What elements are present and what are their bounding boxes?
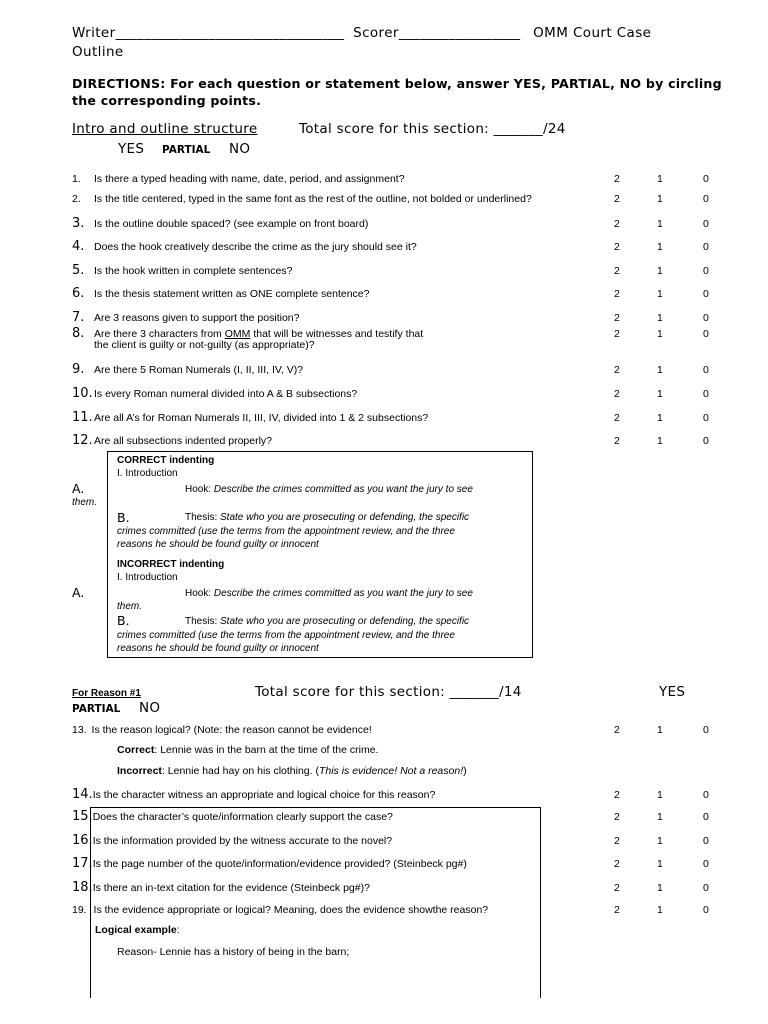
- question-text-line2: the client is guilty or not-guilty (as appropriate)?: [94, 339, 315, 351]
- score-1[interactable]: 1: [657, 858, 663, 870]
- question-row: [72, 263, 292, 278]
- thesis-label: Thesis:: [185, 512, 218, 523]
- section1-yes-header: YES: [118, 141, 145, 157]
- incorrect-label: Incorrect: [117, 765, 162, 777]
- score-0[interactable]: 0: [703, 724, 709, 736]
- question-text: Is the outline double spaced? (see example on front board): [94, 218, 369, 230]
- score-0[interactable]: 0: [703, 265, 709, 277]
- section2-no-header: NO: [139, 700, 161, 716]
- score-0[interactable]: 0: [703, 388, 709, 400]
- score-2[interactable]: 2: [614, 789, 620, 801]
- score-0[interactable]: 0: [703, 328, 709, 340]
- directions-line1: DIRECTIONS: For each question or statement below, answer YES, PARTIAL, NO by circling: [72, 76, 722, 91]
- question-text: Are there 5 Roman Numerals (I, II, III, IV, V)?: [94, 364, 304, 376]
- incorrect-letter-a: A.: [72, 585, 85, 600]
- score-1[interactable]: 1: [657, 435, 663, 447]
- hook-label: Hook:: [185, 484, 212, 495]
- logical-example: [95, 924, 180, 936]
- question-text: Is the title centered, typed in the same font as the rest of the outline, not bolded or underlined?: [94, 193, 532, 205]
- score-1[interactable]: 1: [657, 265, 663, 277]
- scorer-blank[interactable]: _________________: [398, 25, 521, 41]
- section2-title: For Reason #1: [72, 688, 141, 699]
- hook-text: Describe the crimes committed as you want the jury to see: [213, 484, 473, 495]
- question-row: [72, 310, 299, 325]
- score-1[interactable]: 1: [657, 412, 663, 424]
- incorrect-text: : Lennie had hay on his clothing. (: [161, 765, 319, 777]
- question-number: 2.: [72, 193, 81, 205]
- score-0[interactable]: 0: [703, 193, 709, 205]
- question-number: 7.: [72, 310, 85, 325]
- scorer-label: Scorer: [353, 25, 399, 41]
- score-0[interactable]: 0: [703, 789, 709, 801]
- section2-total: Total score for this section: _______/14: [255, 684, 522, 700]
- question-text: Is the reason logical? (Note: the reason cannot be evidence!: [91, 724, 372, 736]
- score-1[interactable]: 1: [657, 811, 663, 823]
- logical-label: Logical example: [95, 924, 177, 936]
- correct-letter-a: A.: [72, 481, 85, 496]
- score-2[interactable]: 2: [614, 882, 620, 894]
- question-text-after: that will be witnesses and testify that: [250, 328, 424, 340]
- question-text: Is the hook written in complete sentences?: [94, 265, 293, 277]
- score-1[interactable]: 1: [657, 364, 663, 376]
- score-2[interactable]: 2: [614, 435, 620, 447]
- incorrect-thesis-line2: crimes committed (use the terms from the appointment review, and the three: [117, 630, 455, 641]
- incorrect-indenting-title: INCORRECT indenting: [117, 559, 225, 570]
- score-2[interactable]: 2: [614, 724, 620, 736]
- score-2[interactable]: 2: [614, 412, 620, 424]
- score-1[interactable]: 1: [657, 218, 663, 230]
- question-text: Is the information provided by the witness accurate to the novel?: [92, 835, 393, 847]
- question-19: [72, 904, 488, 916]
- question-text: Are all subsections indented properly?: [94, 435, 273, 447]
- logical-colon: :: [176, 924, 180, 936]
- question-number: 1.: [72, 173, 81, 185]
- thesis-text: State who you are prosecuting or defending, the specific: [220, 616, 470, 627]
- writer-label: Writer: [72, 25, 116, 41]
- question-number: 5.: [72, 263, 85, 278]
- question-number: 8.: [72, 326, 85, 341]
- question-number: 17.: [72, 856, 93, 871]
- correct-thesis-line1: [185, 512, 469, 523]
- page-title-cont: Outline: [72, 44, 124, 60]
- score-2[interactable]: 2: [614, 364, 620, 376]
- question-text: Is the thesis statement written as ONE complete sentence?: [94, 288, 370, 300]
- question-text: Is every Roman numeral divided into A & B subsections?: [94, 388, 358, 400]
- reason-example: Reason- Lennie has a history of being in the barn;: [117, 946, 350, 958]
- question-row: [72, 787, 435, 802]
- thesis-label: Thesis:: [185, 616, 218, 627]
- score-1[interactable]: 1: [657, 724, 663, 736]
- score-2[interactable]: 2: [614, 241, 620, 253]
- score-1[interactable]: 1: [657, 882, 663, 894]
- correct-roman-intro: I. Introduction: [117, 468, 178, 479]
- incorrect-example: [117, 765, 467, 777]
- question-number: 6.: [72, 286, 85, 301]
- question-text: Does the character’s quote/information clearly support the case?: [92, 811, 393, 823]
- hook-text: Describe the crimes committed as you want the jury to see: [213, 588, 473, 599]
- score-1[interactable]: 1: [657, 312, 663, 324]
- score-0[interactable]: 0: [703, 811, 709, 823]
- question-number: 14.: [72, 787, 93, 802]
- question-row: [72, 386, 357, 401]
- question-number: 12.: [72, 433, 93, 448]
- score-0[interactable]: 0: [703, 904, 709, 916]
- question-row: [72, 362, 303, 377]
- score-1[interactable]: 1: [657, 288, 663, 300]
- score-0[interactable]: 0: [703, 218, 709, 230]
- writer-line: [72, 25, 651, 41]
- directions-line2: the corresponding points.: [72, 93, 262, 108]
- section1-no-header: NO: [229, 141, 251, 157]
- score-0[interactable]: 0: [703, 288, 709, 300]
- section2-yes-header: YES: [659, 684, 686, 700]
- score-0[interactable]: 0: [703, 858, 709, 870]
- score-1[interactable]: 1: [657, 388, 663, 400]
- section1-partial-header: PARTIAL: [162, 144, 211, 156]
- correct-letter-b: B.: [117, 510, 130, 525]
- incorrect-note: This is evidence! Not a reason!: [318, 765, 464, 777]
- question-text: Is the page number of the quote/information/evidence provided? (Steinbeck pg#): [92, 858, 467, 870]
- score-2[interactable]: 2: [614, 265, 620, 277]
- question-number: 11.: [72, 410, 93, 425]
- score-0[interactable]: 0: [703, 173, 709, 185]
- omm-underlined: OMM: [224, 328, 251, 340]
- correct-text: : Lennie was in the barn at the time of the crime.: [154, 744, 379, 756]
- score-2[interactable]: 2: [614, 811, 620, 823]
- question-row: [72, 216, 368, 231]
- question-row: [72, 433, 272, 448]
- score-2[interactable]: 2: [614, 388, 620, 400]
- score-2[interactable]: 2: [614, 218, 620, 230]
- score-0[interactable]: 0: [703, 312, 709, 324]
- score-0[interactable]: 0: [703, 241, 709, 253]
- incorrect-them: them.: [117, 601, 143, 612]
- question-row: [72, 239, 417, 254]
- question-number: 9.: [72, 362, 85, 377]
- hook-label: Hook:: [185, 588, 212, 599]
- correct-them: them.: [72, 497, 98, 508]
- correct-thesis-line3: reasons he should be found guilty or innocent: [117, 539, 319, 550]
- question-text: Are 3 reasons given to support the position?: [94, 312, 300, 324]
- section1-total: Total score for this section: _______/24: [299, 121, 566, 137]
- score-0[interactable]: 0: [703, 882, 709, 894]
- question-number: 19.: [72, 904, 87, 916]
- score-0[interactable]: 0: [703, 435, 709, 447]
- page-title: OMM Court Case: [533, 25, 652, 41]
- incorrect-letter-b: B.: [117, 613, 130, 628]
- score-0[interactable]: 0: [703, 835, 709, 847]
- question-row: [72, 410, 428, 425]
- question-text: Does the hook creatively describe the crime as the jury should see it?: [94, 241, 417, 253]
- evidence-box: [90, 807, 541, 998]
- question-text: Is there a typed heading with name, date, period, and assignment?: [94, 173, 405, 185]
- question-number: 18.: [72, 880, 93, 895]
- score-1[interactable]: 1: [657, 835, 663, 847]
- incorrect-thesis-line1: [185, 616, 469, 627]
- thesis-text: State who you are prosecuting or defending, the specific: [220, 512, 470, 523]
- question-text: Are all A’s for Roman Numerals II, III, IV, divided into 1 & 2 subsections?: [94, 412, 429, 424]
- question-number: 10.: [72, 386, 93, 401]
- question-row: [72, 173, 405, 185]
- score-0[interactable]: 0: [703, 364, 709, 376]
- score-1[interactable]: 1: [657, 789, 663, 801]
- correct-example: [117, 744, 378, 756]
- score-1[interactable]: 1: [657, 193, 663, 205]
- question-number: 15.: [72, 809, 93, 824]
- section2-partial-header: PARTIAL: [72, 703, 121, 715]
- score-2[interactable]: 2: [614, 858, 620, 870]
- question-number: 4.: [72, 239, 85, 254]
- question-row: [72, 286, 369, 301]
- question-number: 3.: [72, 216, 85, 231]
- incorrect-hook: [185, 588, 473, 599]
- score-2[interactable]: 2: [614, 288, 620, 300]
- score-2[interactable]: 2: [614, 328, 620, 340]
- score-1[interactable]: 1: [657, 173, 663, 185]
- score-1[interactable]: 1: [657, 328, 663, 340]
- score-1[interactable]: 1: [657, 904, 663, 916]
- incorrect-thesis-line3: reasons he should be found guilty or innocent: [117, 643, 319, 654]
- writer-blank[interactable]: ________________________________: [115, 25, 345, 41]
- correct-hook: [185, 484, 473, 495]
- correct-indenting-title: CORRECT indenting: [117, 455, 215, 466]
- question-number: 16.: [72, 833, 93, 848]
- correct-thesis-line2: crimes committed (use the terms from the appointment review, and the three: [117, 526, 455, 537]
- incorrect-roman-intro: I. Introduction: [117, 572, 178, 583]
- question-text: Is the character witness an appropriate and logical choice for this reason?: [92, 789, 436, 801]
- score-0[interactable]: 0: [703, 412, 709, 424]
- question-text: Are there 3 characters from: [94, 328, 222, 340]
- question-number: 13.: [72, 724, 87, 736]
- incorrect-end: ): [463, 765, 467, 777]
- score-2[interactable]: 2: [614, 835, 620, 847]
- question-row: [72, 193, 532, 205]
- section1-title: Intro and outline structure: [72, 121, 258, 137]
- score-2[interactable]: 2: [614, 193, 620, 205]
- question-13: [72, 724, 372, 736]
- score-2[interactable]: 2: [614, 173, 620, 185]
- question-text: Is the evidence appropriate or logical? Meaning, does the evidence showthe reason?: [93, 904, 489, 916]
- score-2[interactable]: 2: [614, 312, 620, 324]
- correct-label: Correct: [117, 744, 155, 756]
- question-text: Is there an in-text citation for the evidence (Steinbeck pg#)?: [92, 882, 370, 894]
- score-1[interactable]: 1: [657, 241, 663, 253]
- score-2[interactable]: 2: [614, 904, 620, 916]
